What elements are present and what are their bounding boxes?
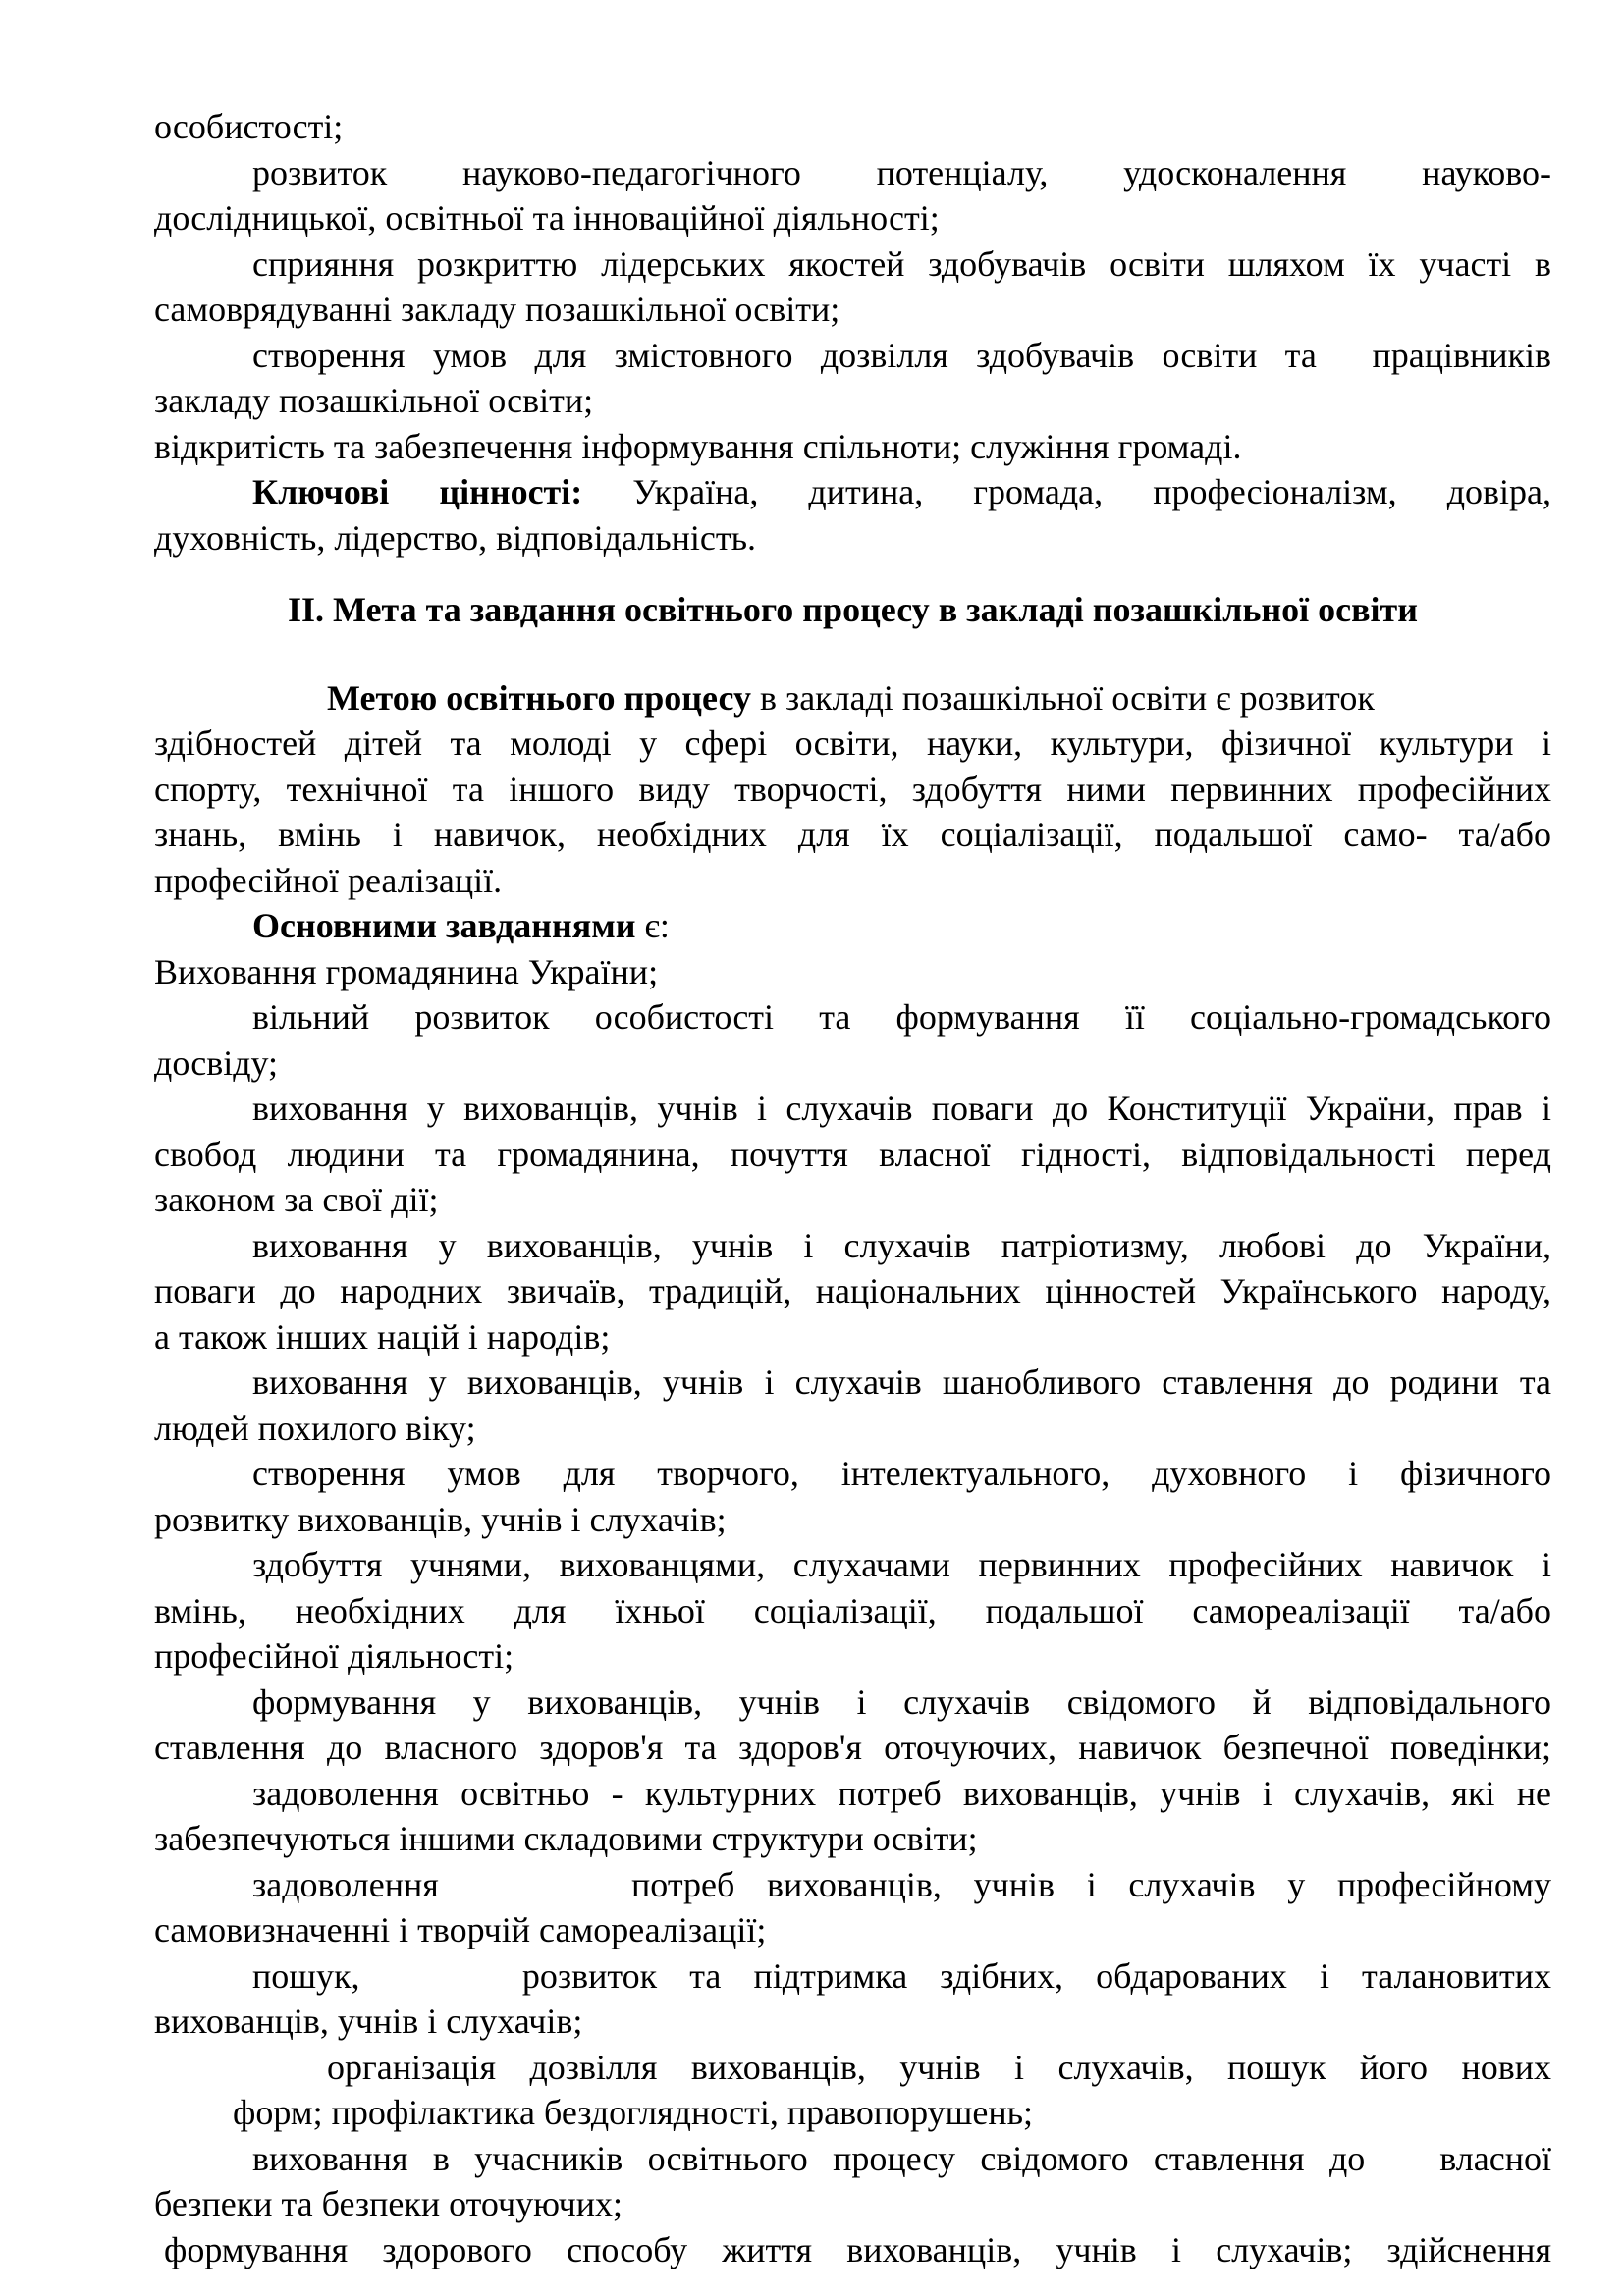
text-run: духовність, лідерство, відповідальність.	[154, 517, 757, 558]
text-line	[154, 767, 1551, 813]
text-line	[154, 469, 1551, 515]
text-line	[154, 1086, 1551, 1132]
text-line	[154, 1451, 1551, 1497]
text-line	[154, 1999, 1551, 2045]
text-run: виховання у вихованців, учнів і слухачів шанобливого ставлення до родини та	[252, 1362, 1551, 1402]
text-line	[154, 1268, 1551, 1314]
text-line	[154, 1542, 1551, 1588]
text-run: сприяння розкриттю лідерських якостей здобувачів освіти шляхом їх участі в	[252, 243, 1551, 284]
text-line	[154, 903, 1551, 949]
text-run: самоврядуванні закладу позашкільної освіти;	[154, 290, 840, 329]
text-line	[154, 1680, 1551, 1726]
text-run: знань, вмінь і навичок, необхідних для їх соціалізації, подальшої само- та/або	[154, 815, 1551, 854]
text-line	[154, 2090, 1551, 2136]
text-run: в закладі позашкільної освіти є розвиток	[750, 677, 1375, 718]
text-line	[154, 104, 1551, 150]
text-run: задоволення потреб вихованців, учнів і слухачів у професійному	[252, 1864, 1551, 1904]
text-line	[154, 1041, 1551, 1087]
text-line	[154, 1314, 1551, 1361]
text-run: вихованців, учнів і слухачів;	[154, 2002, 583, 2041]
text-line	[154, 675, 1551, 721]
text-run: виховання в учасників освітнього процесу свідомого ставлення до власної	[252, 2138, 1551, 2178]
text-line	[154, 812, 1551, 858]
text-line	[154, 1633, 1551, 1680]
text-run: розвитку вихованців, учнів і слухачів;	[154, 1499, 727, 1539]
text-run: спорту, технічної та іншого виду творчості, здобуття ними первинних професійних	[154, 769, 1551, 809]
text-line	[154, 515, 1551, 561]
text-run: вмінь, необхідних для їхньої соціалізації, подальшої самореалізації та/або	[154, 1590, 1551, 1630]
text-line	[154, 2227, 1551, 2273]
text-run: створення умов для змістовного дозвілля здобувачів освіти та працівників	[252, 335, 1551, 375]
text-line	[154, 858, 1551, 904]
text-run: безпеки та безпеки оточуючих;	[154, 2184, 623, 2223]
text-run: здобуття учнями, вихованцями, слухачами первинних професійних навичок і	[252, 1545, 1551, 1584]
text-line	[154, 1497, 1551, 1543]
text-run: форм; профілактика бездоглядності, правопорушень;	[233, 2093, 1034, 2132]
text-line	[154, 2181, 1551, 2227]
text-line	[154, 195, 1551, 241]
text-run: ставлення до власного здоров'я та здоров'я оточуючих, навичок безпечної поведінки;	[154, 1728, 1551, 1767]
text-line	[154, 1725, 1551, 1771]
text-line	[154, 1862, 1551, 1908]
text-line	[154, 333, 1551, 379]
text-run: свобод людини та громадянина, почуття власної гідності, відповідальності перед	[154, 1134, 1551, 1174]
text-run: створення умов для творчого, інтелектуального, духовного і фізичного	[252, 1454, 1551, 1493]
text-line	[154, 1406, 1551, 1452]
text-run: формування у вихованців, учнів і слухачів свідомого й відповідального	[252, 1682, 1551, 1722]
text-run: досвіду;	[154, 1042, 279, 1083]
text-run: а також інших націй і народів;	[154, 1316, 611, 1357]
text-run: здібностей дітей та молоді у сфері освіти, науки, культури, фізичної культури і	[154, 723, 1551, 763]
text-run: пошук, розвиток та підтримка здібних, обдарованих і талановитих	[252, 1955, 1551, 1996]
text-run: особистості;	[154, 107, 344, 146]
text-line	[154, 1132, 1551, 1178]
text-run: дослідницької, освітньої та інноваційної діяльності;	[154, 198, 940, 238]
text-run: професійної реалізації.	[154, 860, 503, 900]
text-line	[154, 150, 1551, 196]
text-line	[154, 2045, 1551, 2091]
text-line	[154, 424, 1551, 470]
text-line	[154, 994, 1551, 1041]
text-run: Україна, дитина, громада, професіоналізм, довіра,	[582, 472, 1552, 511]
bold-run: Метою освітнього процесу	[327, 677, 751, 718]
text-run: законом за свої дії;	[154, 1180, 439, 1219]
text-line	[154, 721, 1551, 767]
text-line	[154, 1360, 1551, 1406]
text-line	[154, 1816, 1551, 1862]
text-run: людей похилого віку;	[154, 1408, 476, 1448]
text-line	[154, 241, 1551, 288]
text-line	[154, 1588, 1551, 1634]
text-run: виховання у вихованців, учнів і слухачів поваги до Конституції України, прав і	[252, 1089, 1551, 1128]
text-line	[154, 1177, 1551, 1223]
text-line	[154, 287, 1551, 333]
text-run: є:	[635, 906, 670, 945]
text-line	[154, 1953, 1551, 2000]
text-run: забезпечуються іншими складовими структури освіти;	[154, 1819, 978, 1858]
text-run: закладу позашкільної освіти;	[154, 381, 594, 420]
text-run: Виховання громадянина України;	[154, 951, 659, 991]
bold-run: Ключові цінності:	[252, 472, 583, 511]
text-line	[154, 949, 1551, 995]
text-block	[154, 104, 1551, 2272]
bold-run: Основними завданнями	[252, 906, 636, 945]
text-run: організація дозвілля вихованців, учнів і слухачів, пошук його нових	[327, 2047, 1551, 2087]
text-run: самовизначенні і творчій самореалізації;	[154, 1910, 767, 1949]
text-run: вільний розвиток особистості та формування її соціально-громадського	[252, 997, 1551, 1037]
text-run: задоволення освітньо - культурних потреб вихованців, учнів і слухачів, які не	[252, 1773, 1551, 1813]
text-run: формування здорового способу життя вихованців, учнів і слухачів; здійснення	[164, 2229, 1551, 2269]
text-line	[154, 378, 1551, 424]
text-run: відкритість та забезпечення інформування спільноти; служіння громаді.	[154, 426, 1242, 466]
text-line	[154, 1771, 1551, 1817]
section-heading: II. Мета та завдання освітнього процесу в закладі позашкільної освіти	[288, 590, 1418, 629]
text-run: розвиток науково-педагогічного потенціалу, удосконалення науково-	[252, 152, 1551, 192]
text-line	[154, 2136, 1551, 2182]
text-line	[154, 1223, 1551, 1269]
text-run: професійної діяльності;	[154, 1636, 514, 1676]
text-run: поваги до народних звичаїв, традицій, національних цінностей Українського народу,	[154, 1271, 1551, 1310]
text-line	[154, 1907, 1551, 1953]
text-run: виховання у вихованців, учнів і слухачів патріотизму, любові до України,	[252, 1225, 1551, 1265]
